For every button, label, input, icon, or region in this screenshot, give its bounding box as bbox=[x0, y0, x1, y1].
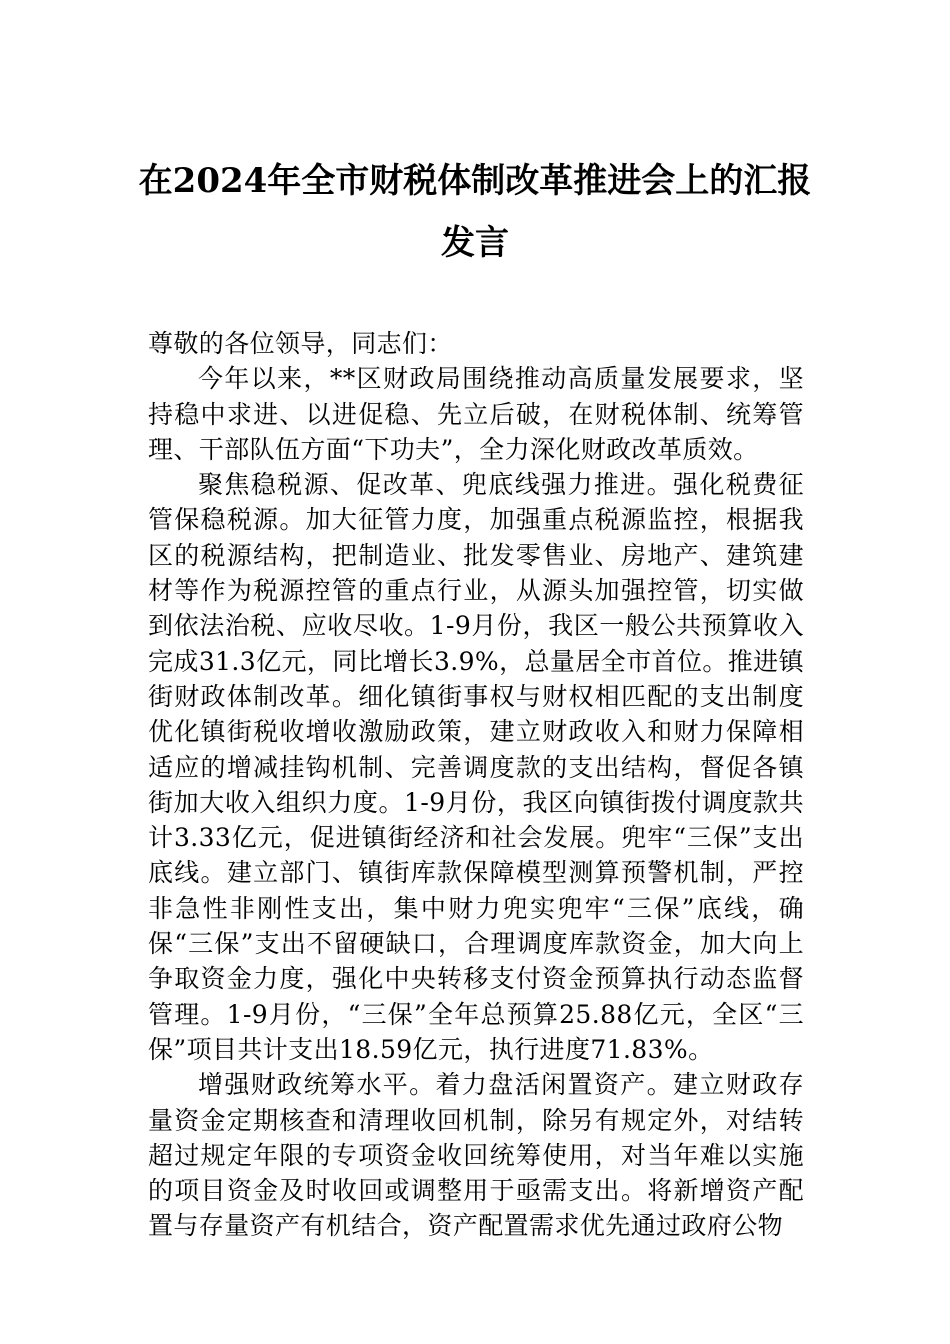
paragraph-fiscal-coordination: 增强财政统筹水平。着力盘活闲置资产。建立财政存量资金定期核查和清理收回机制，除另有规定外，对结转超过规定年限的专项资金收回统筹使用，对当年难以实施的项目资金及时收回或调整用于亟需支出。将新增资产配置与存量资产有机结合，资产配置需求优先通过政府公物 bbox=[148, 1070, 804, 1241]
document-body bbox=[148, 326, 804, 1244]
paragraph-intro: 今年以来，**区财政局围绕推动高质量发展要求，坚持稳中求进、以进促稳、先立后破，在财税体制、统筹管理、干部队伍方面“下功夫”，全力深化财政改革质效。 bbox=[148, 364, 804, 464]
paragraph-tax-reform: 聚焦稳税源、促改革、兜底线强力推进。强化税费征管保稳税源。加大征管力度，加强重点税源监控，根据我区的税源结构，把制造业、批发零售业、房地产、建筑建材等作为税源控管的重点行业，从源头加强控管，切实做到依法治税、应收尽收。1-9月份，我区一般公共预算收入完成31.3亿元，同比增长3.9%，总量居全市首位。推进镇街财政体制改革。细化镇街事权与财权相匹配的支出制度优化镇街税收增收激励政策，建立财政收入和财力保障相适应的增减挂钩机制、完善调度款的支出结构，督促各镇街加大收入组织力度。1-9月份，我区向镇街拨付调度款共计3.33亿元，促进镇街经济和社会发展。兜牢“三保”支出底线。建立部门、镇街库款保障模型测算预警机制，严控非急性非刚性支出，集中财力兜实兜牢“三保”底线，确保“三保”支出不留硬缺口，合理调度库款资金，加大向上争取资金力度，强化中央转移支付资金预算执行动态监督管理。1-9月份，“三保”全年总预算25.88亿元，全区“三保”项目共计支出18.59亿元，执行进度71.83%。 bbox=[148, 470, 804, 1064]
document-title: 在2024年全市财税体制改革推进会上的汇报发言 bbox=[138, 161, 812, 263]
salutation: 尊敬的各位领导，同志们： bbox=[148, 329, 453, 358]
